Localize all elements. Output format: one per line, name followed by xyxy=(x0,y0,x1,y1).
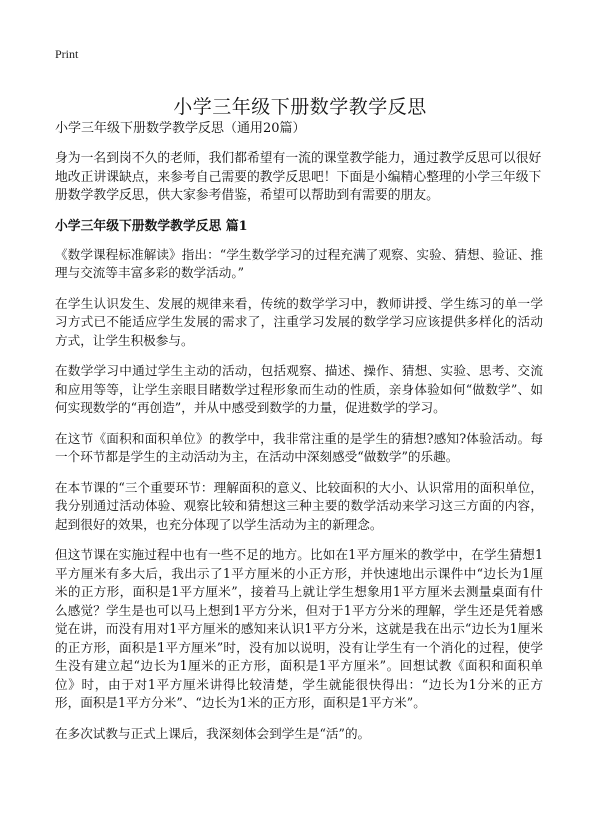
document-body xyxy=(55,119,543,755)
paragraph: 在多次试教与正式上课后，我深刻体会到学生是“活”的。 xyxy=(55,725,371,741)
section-heading: 小学三年级下册数学教学反思 篇1 xyxy=(55,218,248,234)
paragraph: 在数学学习中通过学生主动的活动，包括观察、描述、操作、猜想、实验、思考、交流和应用等等，让学生亲眼目睹数学过程形象而生动的性质，亲身体验如何“做数学”、如何实现数学的“再创造”，并从中感受到数学的力量，促进数学的学习。 xyxy=(55,363,543,415)
print-link[interactable]: Print xyxy=(55,47,79,61)
page-title: 小学三年级下册数学教学反思 xyxy=(173,95,427,118)
paragraph: 在学生认识发生、发展的规律来看，传统的数学学习中，教师讲授、学生练习的单一学习方式已不能适应学生发展的需求了，注重学习发展的数学学习应该提供多样化的活动方式，让学生积极参与。 xyxy=(55,295,543,348)
paragraph: 在本节课的“三个重要环节：理解面积的意义、比较面积的大小、认识常用的面积单位，我分别通过活动体验、观察比较和猜想这三种主要的数学活动来学习这三方面的内容，起到很好的效果，也充分体现了以学生活动为主的新理念。 xyxy=(55,479,543,532)
intro-paragraph: 身为一名到岗不久的老师，我们都希望有一流的课堂教学能力，通过教学反思可以很好地改正讲课缺点，来参考自己需要的教学反思吧！下面是小编精心整理的小学三年级下册数学教学反思，供大家参考借鉴，希望可以帮助到有需要的朋友。 xyxy=(55,151,542,203)
document-subtitle: 小学三年级下册数学教学反思（通用20篇） xyxy=(55,121,306,136)
paragraph: 但这节课在实施过程中也有一些不足的地方。比如在1平方厘米的教学中，在学生猜想1平方厘米有多大后，我出示了1平方厘米的小正方形，并快速地出示课件中“边长为1厘米的正方形，面积是1平方厘米”，接着马上就让学生想象用1平方厘米去测量桌面有什么感觉？学生是也可以马上想到1平方分米，但对于1平方分米的理解，学生还是凭着感觉在讲，而没有用对1平方厘米的感知来认识1平方分米，这就是我在出示“边长为1厘米的正方形，面积是1平方厘米”时，没有加以说明，没有让学生有一个消化的过程，使学生没有建立起“边长为1厘米的正方形，面积是1平方厘米”。回想试教《面积和面积单位》时，由于对1平方厘米讲得比较清楚，学生就能很快得出：“边长为1分米的正方形，面积是1平方分米”、“边长为1米的正方形，面积是1平方米”。 xyxy=(55,547,543,710)
paragraph: 《数学课程标准解读》指出：“学生数学学习的过程充满了观察、实验、猜想、验证、推理与交流等丰富多彩的数学活动。” xyxy=(55,246,543,280)
paragraph: 在这节《面积和面积单位》的教学中，我非常注重的是学生的猜想?感知?体验活动。每一个环节都是学生的主动活动为主，在活动中深刻感受“做数学”的乐趣。 xyxy=(55,430,543,464)
